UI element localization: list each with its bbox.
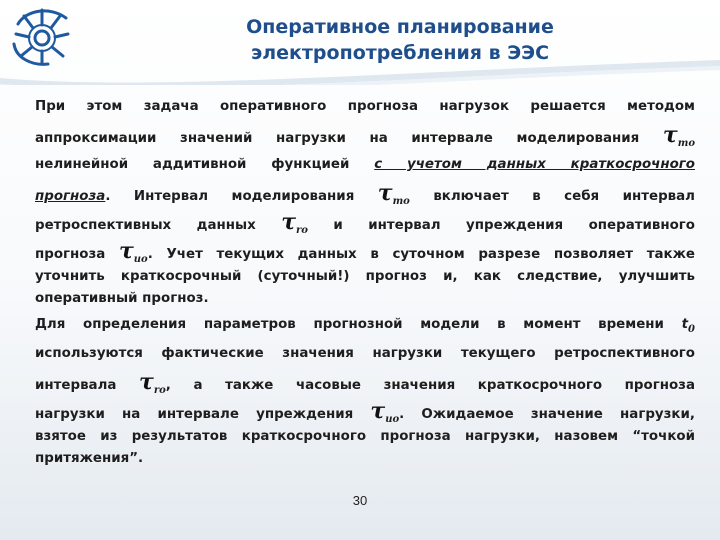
p2-line-1 [35,310,695,339]
p1-line-3 [35,150,695,179]
text-fragment: аппроксимации значений нагрузки на интервале моделирования [35,131,640,146]
underlined-text: с учетом данных краткосрочного [374,157,695,172]
p2-line-6: притяжения”. [35,451,144,466]
p2-line-5: взятое из результатов краткосрочного прогноза нагрузки, назовем “точкой [35,429,695,444]
p1-line-2 [35,121,695,150]
t-subscript: 0 [688,324,695,335]
text-fragment: . Интервал моделирования [105,189,355,204]
tau-symbol: τ [662,122,678,148]
text-fragment: , а также часовые значения краткосрочного прогноза [165,378,695,393]
p1-line-4 [35,179,695,208]
text-fragment: нелинейной аддитивной функцией [35,157,350,172]
page-number: 30 [352,493,368,508]
tau-symbol: τ [370,398,386,424]
text-fragment: нагрузки на интервале упреждения [35,407,354,422]
tau-symbol: τ [139,369,154,395]
logo-sunburst-icon [8,4,72,68]
underlined-text: прогноза [35,189,106,204]
p1-line-1: При этом задача оперативного прогноза нагрузок решается методом [35,99,695,114]
tau-subscript: mo [392,196,410,207]
text-fragment: . Учет текущих данных в суточном разрезе позволяет также [147,247,695,262]
p1-line-8: оперативный прогноз. [35,291,209,306]
body-text [35,92,695,470]
title-line-2: электропотребления в ЭЭС [250,42,550,64]
text-fragment: ретроспективных данных [35,218,256,233]
tau-subscript: uo [133,254,148,265]
t-symbol: t [681,317,689,332]
tau-subscript: ro [153,385,166,396]
p1-line-6 [35,237,695,266]
text-fragment: интервала [35,378,117,393]
tau-subscript: ro [296,225,308,236]
tau-subscript: uo [385,414,400,425]
tau-symbol: τ [281,209,296,235]
text-fragment: Для определения параметров прогнозной модели в момент времени [35,317,664,332]
text-fragment: прогноза [35,247,106,262]
p2-line-2: используются фактические значения нагрузки текущего ретроспективного [35,346,695,361]
tau-symbol: τ [377,180,393,206]
text-fragment: . Ожидаемое значение нагрузки, [399,407,695,422]
p2-line-4 [35,397,695,426]
tau-symbol: τ [118,238,134,264]
text-fragment: включает в себя интервал [433,189,695,204]
tau-subscript: mo [677,138,695,149]
p1-line-7: уточнить краткосрочный (суточный!) прогноз и, как следствие, улучшить [35,269,695,284]
page-title [150,14,650,66]
title-line-1: Оперативное планирование [246,16,554,38]
p1-line-5 [35,208,695,237]
p2-line-3 [35,368,695,397]
text-fragment: и интервал упреждения оперативного [333,218,696,233]
